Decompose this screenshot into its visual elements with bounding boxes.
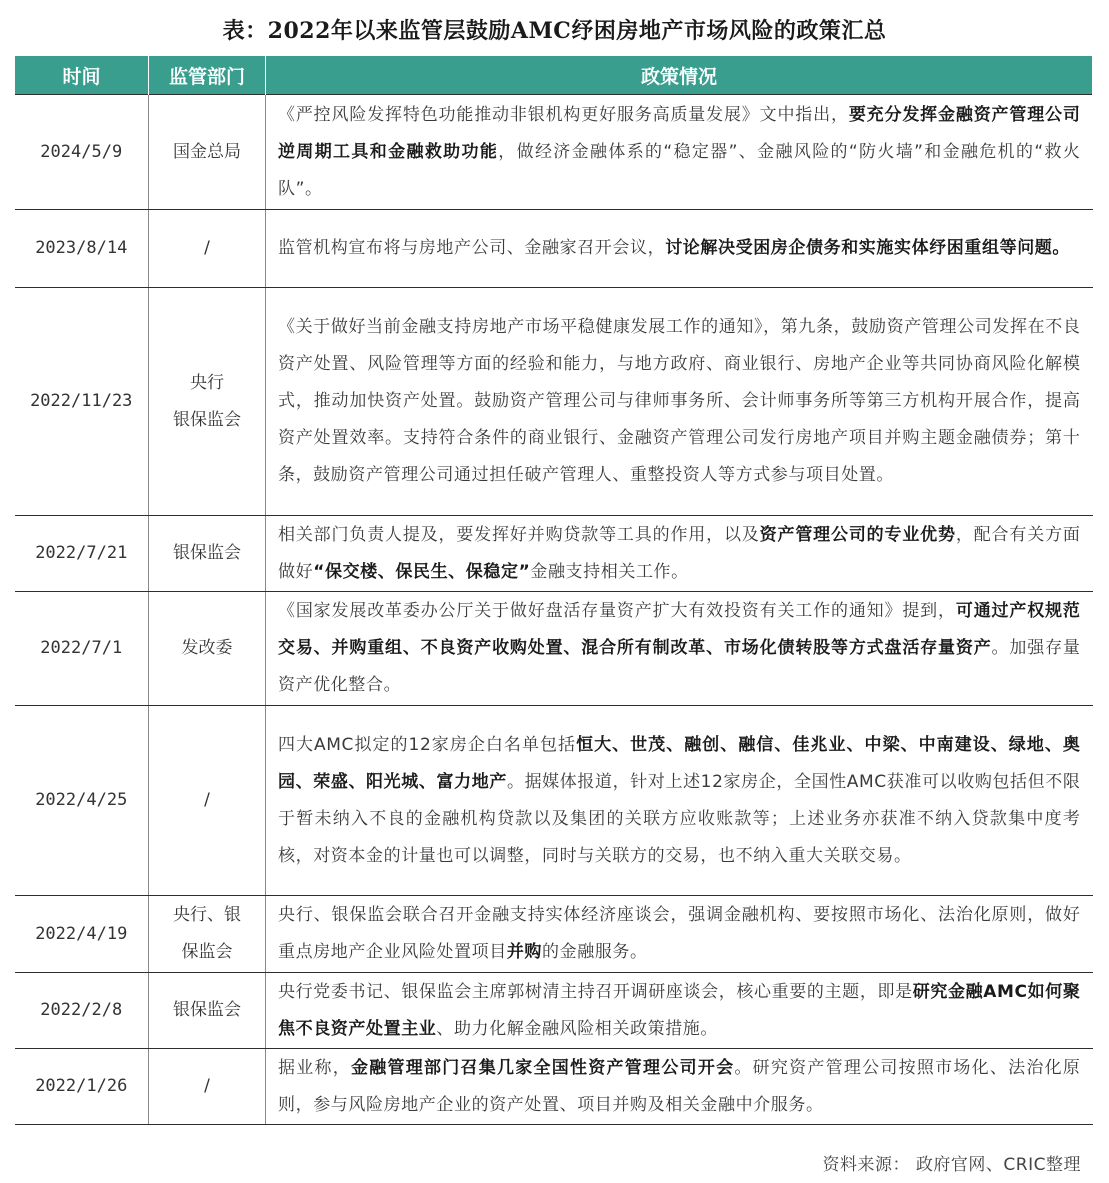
row-dept bbox=[149, 896, 266, 973]
policy-highlight: 恒大、世茂、融创、融信、佳兆业、中梁、中南建设、绿地、奥园、荣盛、阳光城、富力地产 bbox=[278, 734, 1081, 792]
policy-highlight: 讨论解决受困房企债务和实施实体纾困重组等问题。 bbox=[665, 238, 1071, 258]
policy-text: 。据媒体报道，针对上述12家房企，全国性AMC获准可以收购包括但不限于暂未纳入不良的金融机构贷款以及集团的关联方应收账款等；上述业务亦获准不纳入贷款集中度考核，对资本金的计量也可以调整，同时与关联方的交易，也不纳入重大关联交易。 bbox=[278, 771, 1081, 866]
row-date: 2022/7/21 bbox=[15, 516, 149, 592]
policy-text: 央行、银保监会联合召开金融支持实体经济座谈会，强调金融机构、要按照市场化、法治化原则，做好重点房地产企业风险处置项目 bbox=[278, 905, 1081, 962]
row-policy bbox=[266, 592, 1093, 706]
row-dept bbox=[149, 288, 266, 516]
policy-text: 相关部门负责人提及，要发挥好并购贷款等工具的作用，以及 bbox=[278, 524, 760, 545]
row-dept: / bbox=[149, 1049, 266, 1125]
policy-highlight: 并购 bbox=[506, 942, 543, 962]
row-dept: 发改委 bbox=[149, 592, 266, 706]
table-row bbox=[15, 973, 1093, 1049]
table-row bbox=[15, 1049, 1093, 1125]
policy-text: 监管机构宣布将与房地产公司、金融家召开会议， bbox=[278, 238, 666, 258]
table-row bbox=[15, 516, 1093, 592]
policy-text: 、助力化解金融风险相关政策措施。 bbox=[436, 1018, 719, 1039]
row-date: 2022/11/23 bbox=[15, 288, 149, 516]
row-policy bbox=[266, 95, 1093, 210]
table-row bbox=[15, 706, 1093, 896]
policy-text: 。研究资产管理公司按照市场化、法治化原则，参与风险房地产企业的资产处置、项目并购及相关金融中介服务。 bbox=[278, 1057, 1081, 1115]
policy-highlight: 金融管理部门召集几家全国性资产管理公司开会 bbox=[351, 1057, 735, 1078]
policy-text: 《国家发展改革委办公厅关于做好盘活存量资产扩大有效投资有关工作的通知》提到， bbox=[278, 601, 956, 621]
table-row bbox=[15, 592, 1093, 706]
dept-line: 保监会 bbox=[181, 942, 233, 962]
row-policy bbox=[266, 706, 1093, 896]
policy-text: 《关于做好当前金融支持房地产市场平稳健康发展工作的通知》，第九条，鼓励资产管理公司发挥在不良资产处置、风险管理等方面的经验和能力，与地方政府、商业银行、房地产企业等共同协商风险化解模式，推动加快资产处置。鼓励资产管理公司与律师事务所、会计师事务所等第三方机构开展合作，提高资产处置效率。支持符合条件的商业银行、金融资产管理公司发行房地产项目并购主题金融债券；第十条，鼓励资产管理公司通过担任破产管理人、重整投资人等方式参与项目处置。 bbox=[278, 317, 1081, 485]
policy-highlight: “保交楼、保民生、保稳定” bbox=[313, 561, 531, 582]
row-dept: / bbox=[149, 706, 266, 896]
policy-highlight: 研究金融AMC如何聚焦不良资产处置主业 bbox=[278, 981, 1081, 1039]
row-date: 2022/1/26 bbox=[15, 1049, 149, 1125]
dept-line: 央行、银 bbox=[173, 905, 241, 925]
header-dept: 监管部门 bbox=[149, 56, 266, 95]
header-policy: 政策情况 bbox=[266, 56, 1093, 95]
dept-line: 央行 bbox=[190, 372, 224, 393]
table-header-row bbox=[15, 56, 1093, 95]
policy-text: 。加强存量资产优化整合。 bbox=[278, 638, 1081, 695]
row-policy bbox=[266, 1049, 1093, 1125]
source-note: 资料来源： 政府官网、CRIC整理 bbox=[822, 1155, 1081, 1175]
dept-line: 银保监会 bbox=[173, 409, 241, 430]
table-row bbox=[15, 210, 1093, 288]
row-date: 2022/7/1 bbox=[15, 592, 149, 706]
row-dept: / bbox=[149, 210, 266, 288]
policy-text: 金融支持相关工作。 bbox=[530, 561, 689, 582]
table-row bbox=[15, 896, 1093, 973]
policy-text: 《严控风险发挥特色功能推动非银机构更好服务高质量发展》文中指出， bbox=[278, 104, 849, 125]
table-row bbox=[15, 95, 1093, 210]
row-dept: 国金总局 bbox=[149, 95, 266, 210]
row-policy bbox=[266, 896, 1093, 973]
policy-highlight: 要充分发挥金融资产管理公司逆周期工具和金融救助功能 bbox=[278, 104, 1081, 162]
policy-highlight: 资产管理公司的专业优势 bbox=[759, 524, 956, 545]
row-policy bbox=[266, 210, 1093, 288]
header-date: 时间 bbox=[15, 56, 149, 95]
policy-text: ，做经济金融体系的“稳定器”、金融风险的“防火墙”和金融危机的“救火队”。 bbox=[278, 141, 1081, 199]
policy-text: ，配合有关方面做好 bbox=[278, 524, 1081, 582]
row-date: 2022/4/25 bbox=[15, 706, 149, 896]
policy-table bbox=[14, 56, 1093, 1125]
row-date: 2024/5/9 bbox=[15, 95, 149, 210]
policy-highlight: 可通过产权规范交易、并购重组、不良资产收购处置、混合所有制改革、市场化债转股等方式盘活存量资产 bbox=[278, 601, 1081, 658]
row-dept: 银保监会 bbox=[149, 973, 266, 1049]
row-date: 2023/8/14 bbox=[15, 210, 149, 288]
row-date: 2022/4/19 bbox=[15, 896, 149, 973]
row-policy bbox=[266, 288, 1093, 516]
row-dept: 银保监会 bbox=[149, 516, 266, 592]
row-date: 2022/2/8 bbox=[15, 973, 149, 1049]
policy-text: 的金融服务。 bbox=[542, 942, 648, 962]
table-title: 表：2022年以来监管层鼓励AMC纾困房地产市场风险的政策汇总 bbox=[222, 18, 887, 44]
row-policy bbox=[266, 973, 1093, 1049]
policy-text: 四大AMC拟定的12家房企白名单包括 bbox=[278, 734, 577, 755]
row-policy bbox=[266, 516, 1093, 592]
table-row bbox=[15, 288, 1093, 516]
policy-text: 据业称， bbox=[278, 1057, 352, 1078]
policy-text: 央行党委书记、银保监会主席郭树清主持召开调研座谈会，核心重要的主题，即是 bbox=[278, 981, 913, 1002]
